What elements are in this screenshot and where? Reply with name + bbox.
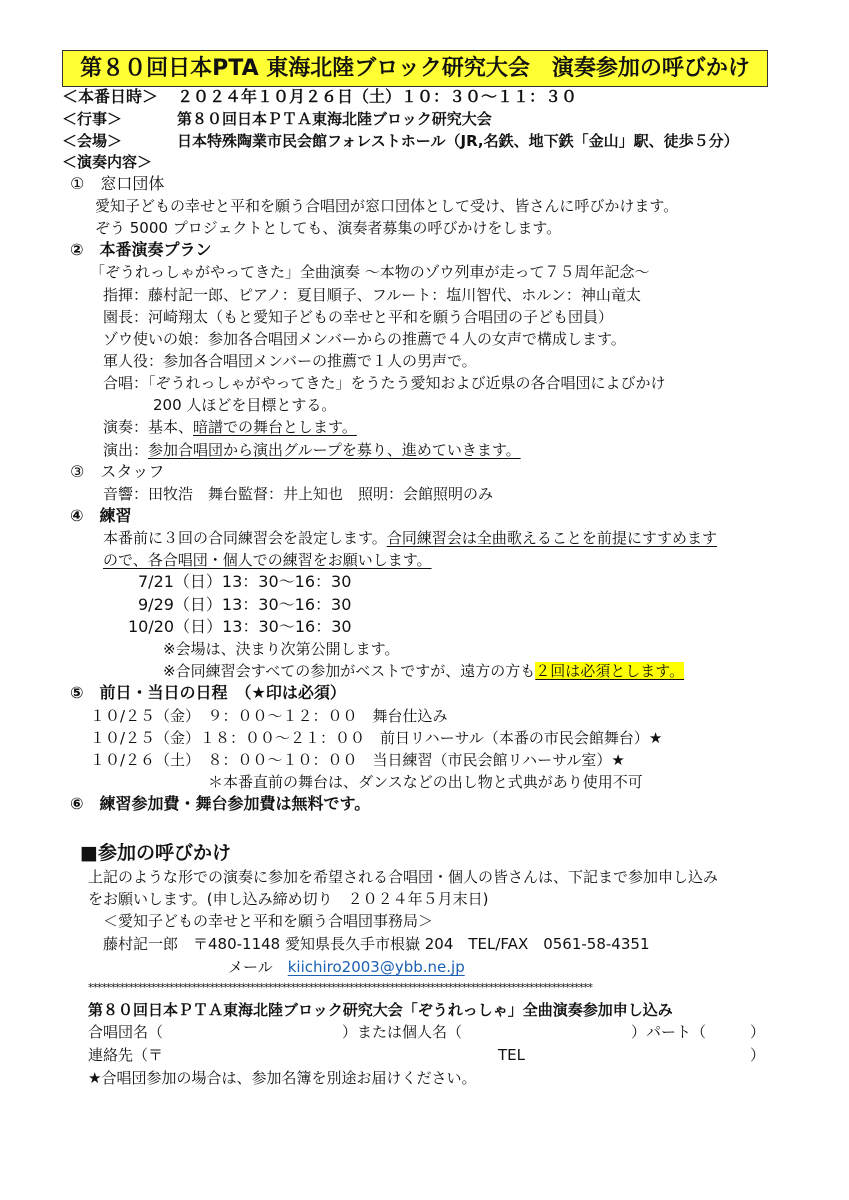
section4-line2: ので、各合唱団・個人での練習をお願いします。 [103,551,432,569]
date-value: ２０２４年１０月２６日（土）１０：３０～１１：３０ [177,87,578,106]
section1-line1: 愛知子どもの幸せと平和を願う合唱団が窓口団体として受け、皆さんに呼びかけます。 [95,197,679,215]
section3-line1: 音響：田牧浩 舞台監督：井上知也 照明：会館照明のみ [103,485,494,503]
practice-date: 9/29（日）13：30～16：30 [138,595,352,614]
individual-name-label: ）または個人名（ [342,1023,463,1041]
content-label: ＜演奏内容＞ [62,153,153,171]
form-title: 第８０回日本ＰＴＡ東海北陸ブロック研究大会「ぞうれっしゃ」全曲演奏参加申し込み [88,1001,673,1019]
event-value: 第８０回日本ＰＴＡ東海北陸ブロック研究大会 [177,110,492,128]
call-line2: をお願いします。(申し込み締め切り ２０２４年５月末日) [88,890,489,908]
section2-line2: 園長：河崎翔太（もと愛知子どもの幸せと平和を願う合唱団の子ども団員） [103,308,614,326]
section2-line1: 指揮：藤村記一郎、ピアノ：夏目順子、フルート：塩川智代、ホルン：神山竜太 [103,286,641,304]
practice-date: 7/21（日）13：30～16：30 [138,572,352,591]
call-line1: 上記のような形での演奏に参加を希望される合唱団・個人の皆さんは、下記まで参加申し込み [88,868,719,886]
email-link[interactable]: kiichiro2003@ybb.ne.jp [287,958,465,976]
section2-line6: 200 人ほどを目標とする。 [153,396,337,414]
contact-label: 連絡先（〒 [88,1046,164,1064]
section5-note: ＊本番直前の舞台は、ダンスなどの出し物と式典があり使用不可 [208,773,643,791]
email-line: メール kiichiro2003@ybb.ne.jp [228,958,465,976]
section3-heading: ③ スタッフ [70,462,165,481]
schedule-row: １０/２６（土） ８：００～１０：００ 当日練習（市民会館リハーサル室）★ [90,751,625,769]
event-label: ＜行事＞ [62,110,123,128]
highlighted-text: ２回は必須とします。 [535,662,685,680]
section5-heading: ⑤ 前日・当日の日程 （★印は必須） [70,683,346,702]
tel-label: TEL [498,1046,525,1064]
section4-note1: ※会場は、決まり次第公開します。 [163,640,400,658]
page-title: 第８０回日本PTA 東海北陸ブロック研究大会 演奏参加の呼びかけ [62,50,768,87]
section2-line7: 演奏：基本、暗譜での舞台とします。 [103,418,357,436]
contact-close: ） [750,1046,766,1064]
venue-value: 日本特殊陶業市民会館フォレストホール（JR,名鉄、地下鉄「金山」駅、徒歩５分） [177,132,739,150]
part-label: ）パート（ [631,1023,707,1041]
section2-line5: 合唱：「ぞうれっしゃがやってきた」をうたう愛知および近県の各合唱団によびかけ [103,374,666,392]
venue-label: ＜会場＞ [62,132,123,150]
underlined-text: 合同練習会は全曲歌えることを前提にすすめます [386,529,717,547]
section2-line8: 演出：参加合唱団から演出グループを募り、進めていきます。 [103,441,521,459]
office-name: ＜愛知子どもの幸せと平和を願う合唱団事務局＞ [103,912,434,930]
section2-line3: ゾウ使いの娘：参加各合唱団メンバーからの推薦で４人の女声で構成します。 [103,330,626,348]
section2-subtitle: 「ぞうれっしゃがやってきた」全曲演奏 ～本物のゾウ列車が走って７５周年記念～ [90,263,650,281]
section6-heading: ⑥ 練習参加費・舞台参加費は無料です。 [70,794,371,813]
section1-heading: ① 窓口団体 [70,174,165,193]
date-label: ＜本番日時＞ [62,87,159,106]
form-note: ★合唱団参加の場合は、参加名簿を別途お届けください。 [88,1069,477,1087]
section1-line2: ぞう 5000 プロジェクトとしても、演奏者募集の呼びかけをします。 [95,219,562,237]
part-close: ） [750,1023,766,1041]
choir-name-label: 合唱団名（ [88,1023,164,1041]
section4-line1: 本番前に３回の合同練習会を設定します。合同練習会は全曲歌えることを前提にすすめます [103,529,717,547]
section4-heading: ④ 練習 [70,506,132,525]
practice-date: 10/20（日）13：30～16：30 [128,617,352,636]
separator: **************************************************************************************************************** [88,982,592,994]
call-heading: ■参加の呼びかけ [80,842,231,864]
underlined-text: 暗譜での舞台とします。 [193,418,357,436]
schedule-row: １０/２５（金） ９：００～１２：００ 舞台仕込み [90,707,448,725]
section4-note2: ※合同練習会すべての参加がベストですが、遠方の方も２回は必須とします。 [163,662,685,680]
section2-line4: 軍人役：参加各合唱団メンバーの推薦で１人の男声で。 [103,352,477,370]
underlined-text: 参加合唱団から演出グループを募り、進めていきます。 [148,441,521,459]
schedule-row: １０/２５（金）１８：００～２１：００ 前日リハーサル（本番の市民会館舞台）★ [90,729,663,747]
section2-heading: ② 本番演奏プラン [70,240,212,259]
contact-line: 藤村記一郎 〒480-1148 愛知県長久手市根嶽 204 TEL/FAX 0561-58-4351 [103,935,650,953]
